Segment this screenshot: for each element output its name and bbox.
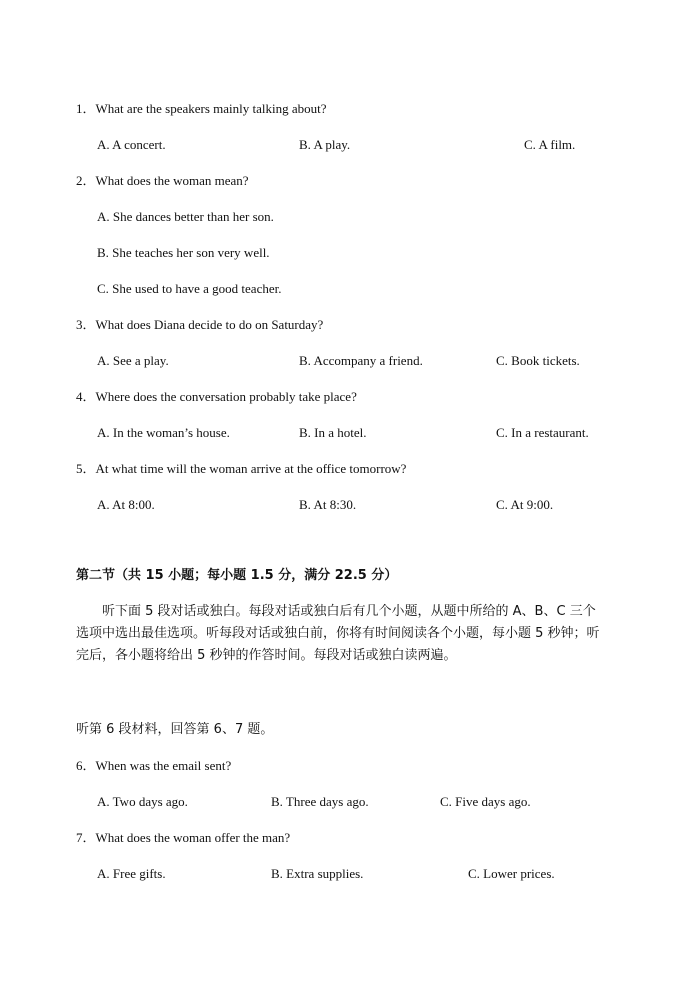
option-b: B. Extra supplies. xyxy=(271,866,364,881)
question-number: 3． xyxy=(76,317,96,332)
question-number: 4． xyxy=(76,389,96,404)
question-stem: What does the woman offer the man? xyxy=(95,830,291,845)
question-stem: When was the email sent? xyxy=(95,758,232,773)
question-stem: Where does the conversation probably take place? xyxy=(95,389,357,404)
option-a: A. See a play. xyxy=(97,353,169,368)
instructions-line: 完后，各小题将给出 5 秒钟的作答时间。每段对话或独白读两遍。 xyxy=(76,648,457,663)
material-note: 听第 6 段材料，回答第 6、7 题。 xyxy=(76,722,274,737)
instructions-line: 选项中选出最佳选项。听每段对话或独白前，你将有时间阅读各个小题，每小题 5 秒钟；听 xyxy=(76,626,600,641)
question-stem: At what time will the woman arrive at the office tomorrow? xyxy=(95,461,407,476)
option-a: A. Free gifts. xyxy=(97,866,166,881)
question-stem: What does the woman mean? xyxy=(95,173,249,188)
option-c: C. At 9:00. xyxy=(496,497,554,512)
option-c: C. She used to have a good teacher. xyxy=(97,281,282,296)
question-number: 6． xyxy=(76,758,96,773)
question-number: 1． xyxy=(76,101,96,116)
option-c: C. Book tickets. xyxy=(496,353,580,368)
question-stem: What does Diana decide to do on Saturday? xyxy=(95,317,324,332)
option-c: C. Lower prices. xyxy=(468,866,555,881)
question-4 xyxy=(76,389,357,405)
option-b: B. Three days ago. xyxy=(271,794,369,809)
option-b: B. At 8:30. xyxy=(299,497,357,512)
option-c: C. A film. xyxy=(524,137,576,152)
option-a: A. In the woman’s house. xyxy=(97,425,230,440)
option-b: B. In a hotel. xyxy=(299,425,367,440)
option-c: C. Five days ago. xyxy=(440,794,531,809)
option-c: C. In a restaurant. xyxy=(496,425,589,440)
question-number: 5． xyxy=(76,461,96,476)
question-3 xyxy=(76,317,323,333)
question-number: 2． xyxy=(76,173,96,188)
option-a: A. She dances better than her son. xyxy=(97,209,274,224)
question-5 xyxy=(76,461,406,477)
section-heading: 第二节（共 15 小题；每小题 1.5 分，满分 22.5 分） xyxy=(76,568,398,583)
question-stem: What are the speakers mainly talking about? xyxy=(95,101,327,116)
option-a: A. A concert. xyxy=(97,137,166,152)
option-a: A. At 8:00. xyxy=(97,497,155,512)
option-b: B. She teaches her son very well. xyxy=(97,245,270,260)
option-a: A. Two days ago. xyxy=(97,794,188,809)
section-instructions xyxy=(76,601,636,667)
instructions-line: 听下面 5 段对话或独白。每段对话或独白后有几个小题，从题中所给的 A、B、C 三个 xyxy=(76,604,596,619)
question-1 xyxy=(76,101,327,117)
option-b: B. Accompany a friend. xyxy=(299,353,423,368)
option-b: B. A play. xyxy=(299,137,351,152)
question-6 xyxy=(76,758,231,774)
question-number: 7． xyxy=(76,830,96,845)
question-7 xyxy=(76,830,290,846)
question-2 xyxy=(76,173,249,189)
